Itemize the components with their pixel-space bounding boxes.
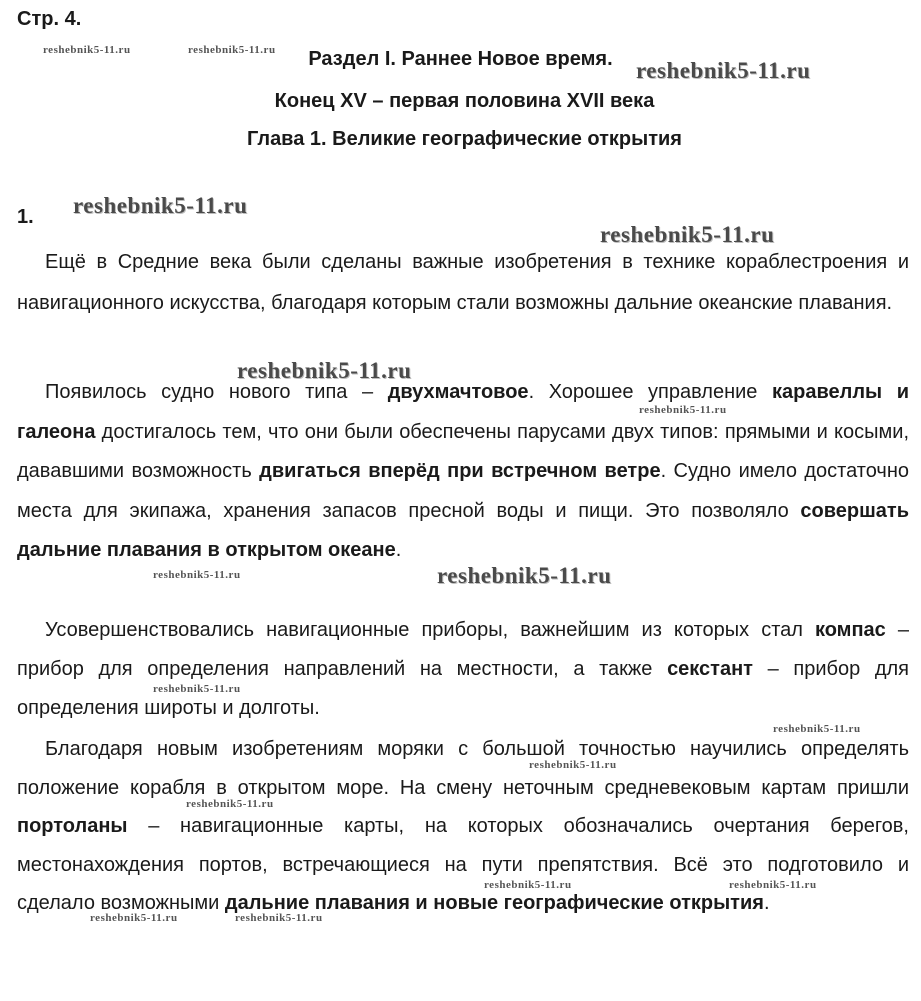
watermark: reshebnik5-11.ru (153, 569, 241, 581)
key-term: секстант (667, 658, 753, 680)
key-term: совершать дальние плавания в открытом океане (17, 499, 909, 561)
key-term: дальние плавания и новые географические открытия (224, 892, 764, 914)
task-number: 1. (17, 206, 34, 228)
watermark: reshebnik5-11.ru (529, 759, 617, 771)
key-term: двухмачтовое (387, 381, 529, 403)
watermark: reshebnik5-11.ru (729, 879, 817, 891)
key-term: компас (814, 619, 886, 641)
paragraph-text: . Хорошее управление (528, 381, 772, 403)
paragraph-text: – прибор для определения направлений на местности, а также (17, 619, 909, 680)
watermark: reshebnik5-11.ru (639, 404, 727, 416)
paragraph-text: Усовершенствовались навигационные приборы, важнейшим из которых стал (45, 619, 815, 641)
watermark: reshebnik5-11.ru (186, 798, 274, 810)
paragraph-new-ship-type (17, 373, 909, 571)
section-title: Раздел I. Раннее Новое время. (308, 48, 613, 70)
watermark: reshebnik5-11.ru (437, 563, 612, 588)
paragraph-text: достигалось тем, что они были обеспечены парусами двух типов: прямыми и косыми, дававшими возможность (17, 420, 909, 482)
watermark: reshebnik5-11.ru (773, 723, 861, 735)
watermark: reshebnik5-11.ru (153, 683, 241, 695)
watermark: reshebnik5-11.ru (73, 193, 248, 218)
watermark: reshebnik5-11.ru (484, 879, 572, 891)
chapter-title: Глава 1. Великие географические открытия (247, 128, 682, 150)
watermark: reshebnik5-11.ru (43, 44, 131, 56)
paragraph-instruments (17, 611, 909, 728)
watermark: reshebnik5-11.ru (600, 222, 775, 247)
paragraph-text: . Судно имело достаточно места для экипажа, хранения запасов пресной воды и пищи. Это позволяло (17, 460, 910, 522)
watermark: reshebnik5-11.ru (636, 58, 811, 83)
page-label: Стр. 4. (17, 8, 82, 30)
key-term: каравеллы и галеона (17, 381, 909, 443)
watermark: reshebnik5-11.ru (237, 358, 412, 383)
paragraph-text: . (763, 892, 770, 914)
paragraph-text: Появилось судно нового типа – (45, 381, 388, 403)
key-term: портоланы (17, 815, 128, 837)
paragraph-text: Ещё в Средние века были сделаны важные изобретения в технике кораблестроения и навигационного искусства, благодаря которым стали возможны дальние океанские плавания. (17, 251, 909, 314)
watermark: reshebnik5-11.ru (235, 912, 323, 924)
paragraph-portolans (17, 730, 909, 923)
paragraph-text: . (395, 539, 402, 561)
period-title: Конец XV – первая половина XVII века (274, 90, 655, 112)
watermark: reshebnik5-11.ru (188, 44, 276, 56)
key-term: двигаться вперёд при встречном ветре (259, 460, 661, 482)
paragraph-text: – навигационные карты, на которых обозначались очертания берегов, местонахождения портов, встречающиеся на пути препятствия. Всё это подготовило и сделало возможными (17, 815, 909, 914)
paragraph-text: – прибор для определения широты и долготы. (17, 658, 909, 719)
watermark: reshebnik5-11.ru (90, 912, 178, 924)
paragraph-shipbuilding (17, 242, 909, 324)
paragraph-text: Благодаря новым изобретениям моряки с большой точностью научились определять положение корабля в открытом море. На смену неточным средневековым картам пришли (17, 738, 909, 799)
